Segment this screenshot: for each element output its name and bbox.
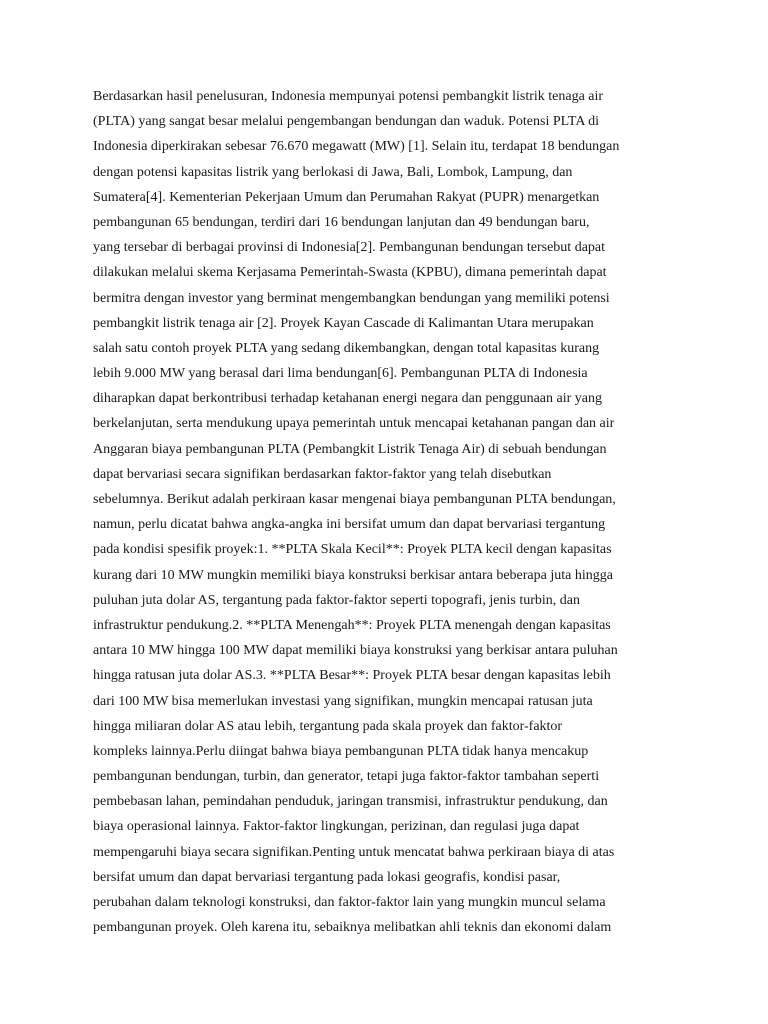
text-line: diharapkan dapat berkontribusi terhadap ketahanan energi negara dan penggunaan air yang [93,391,602,407]
text-line: dengan potensi kapasitas listrik yang berlokasi di Jawa, Bali, Lombok, Lampung, dan [93,164,573,180]
text-line: perubahan dalam teknologi konstruksi, dan faktor-faktor lain yang mungkin muncul selama [93,895,606,910]
text-line: hingga miliaran dolar AS atau lebih, tergantung pada skala proyek dan faktor-faktor [93,718,563,734]
text-line: pembangkit listrik tenaga air [2]. Proyek Kayan Cascade di Kalimantan Utara merupakan [93,315,594,331]
text-line: sebelumnya. Berikut adalah perkiraan kasar mengenai biaya pembangunan PLTA bendungan, [93,492,616,507]
text-line: biaya operasional lainnya. Faktor-faktor lingkungan, perizinan, dan regulasi juga dapat [93,819,580,835]
text-line: mempengaruhi biaya secara signifikan.Penting untuk mencatat bahwa perkiraan biaya di atas [93,844,615,860]
text-line: Sumatera[4]. Kementerian Pekerjaan Umum dan Perumahan Rakyat (PUPR) menargetkan [93,189,600,205]
text-line: pembebasan lahan, pemindahan penduduk, jaringan transmisi, infrastruktur pendukung, dan [93,794,608,810]
text-line: dilakukan melalui skema Kerjasama Pemerintah-Swasta (KPBU), dimana pemerintah dapat [93,265,607,281]
text-line: dari 100 MW bisa memerlukan investasi yang signifikan, mungkin mencapai ratusan juta [93,693,593,709]
text-line: pada kondisi spesifik proyek:1. **PLTA Skala Kecil**: Proyek PLTA kecil dengan kapasitas [93,542,612,558]
text-line: bermitra dengan investor yang berminat mengembangkan bendungan yang memiliki potensi [93,290,610,306]
text-line: hingga ratusan juta dolar AS.3. **PLTA Besar**: Proyek PLTA besar dengan kapasitas lebih [93,668,611,684]
text-line: Indonesia diperkirakan sebesar 76.670 megawatt (MW) [1]. Selain itu, terdapat 18 bendungan [93,139,620,155]
text-line: pembangunan bendungan, turbin, dan generator, tetapi juga faktor-faktor tambahan seperti [93,769,600,785]
text-line: Berdasarkan hasil penelusuran, Indonesia mempunyai potensi pembangkit listrik tenaga air [93,89,604,104]
text-line: yang tersebar di berbagai provinsi di Indonesia[2]. Pembangunan bendungan tersebut dapat [93,240,606,256]
text-line: antara 10 MW hingga 100 MW dapat memiliki biaya konstruksi yang berkisar antara puluhan [93,643,618,659]
text-line: puluhan juta dolar AS, tergantung pada faktor-faktor seperti topografi, jenis turbin, dan [93,592,580,608]
text-line: (PLTA) yang sangat besar melalui pengembangan bendungan dan waduk. Potensi PLTA di [93,114,600,130]
text-line: Anggaran biaya pembangunan PLTA (Pembangkit Listrik Tenaga Air) di sebuah bendungan [93,441,607,457]
text-line: dapat bervariasi secara signifikan berdasarkan faktor-faktor yang telah disebutkan [93,466,552,482]
text-line: bersifat umum dan dapat bervariasi tergantung pada lokasi geografis, kondisi pasar, [93,869,561,885]
text-line: pembangunan proyek. Oleh karena itu, sebaiknya melibatkan ahli teknis dan ekonomi dalam [93,920,612,936]
text-line: namun, perlu dicatat bahwa angka-angka ini bersifat umum dan dapat bervariasi tergantung [93,517,606,533]
text-line: lebih 9.000 MW yang berasal dari lima bendungan[6]. Pembangunan PLTA di Indonesia [93,366,588,382]
text-line: infrastruktur pendukung.2. **PLTA Menengah**: Proyek PLTA menengah dengan kapasitas [93,617,611,633]
text-line: berkelanjutan, serta mendukung upaya pemerintah untuk mencapai ketahanan pangan dan air [93,416,615,432]
text-line: kompleks lainnya.Perlu diingat bahwa biaya pembangunan PLTA tidak hanya mencakup [93,743,589,759]
document-body [93,84,693,940]
text-line: pembangunan 65 bendungan, terdiri dari 16 bendungan lanjutan dan 49 bendungan baru, [93,214,590,230]
text-line: kurang dari 10 MW mungkin memiliki biaya konstruksi berkisar antara beberapa juta hingga [93,567,613,583]
text-line: salah satu contoh proyek PLTA yang sedang dikembangkan, dengan total kapasitas kurang [93,340,600,356]
